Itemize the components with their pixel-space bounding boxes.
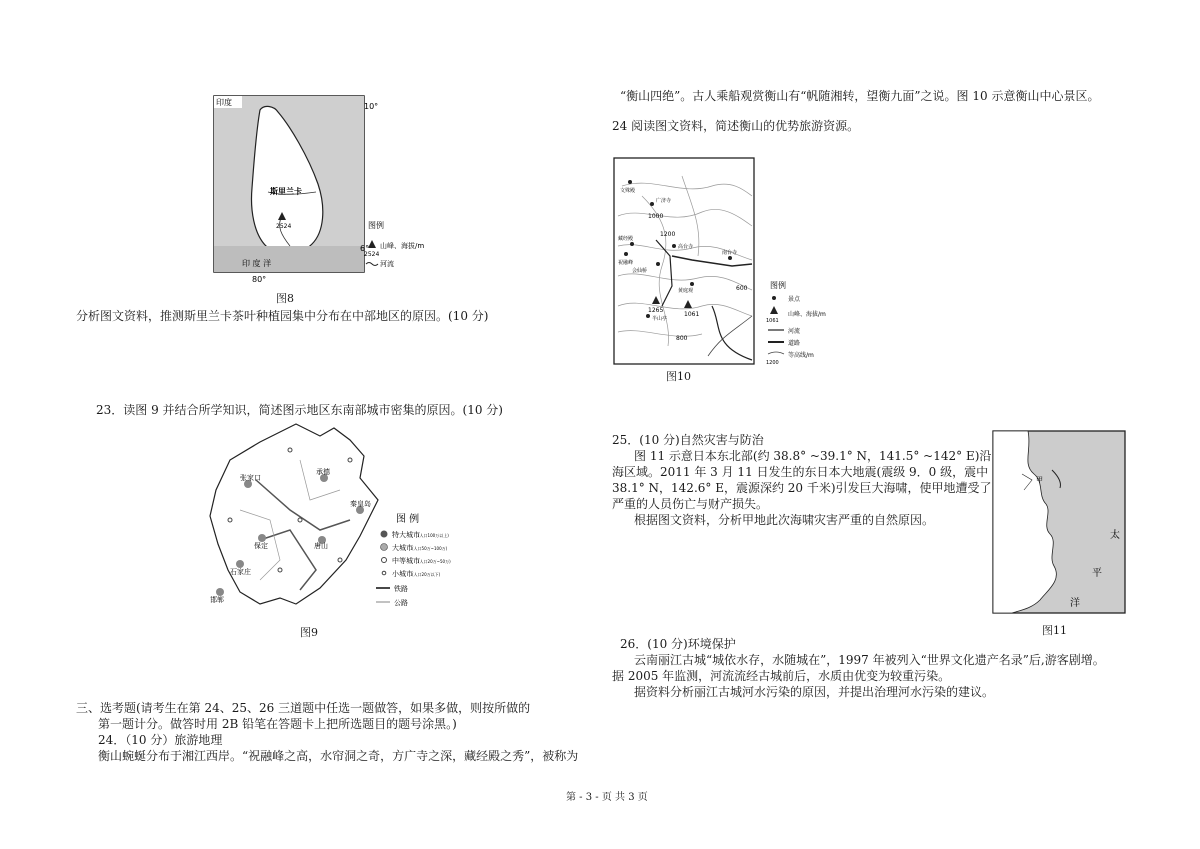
svg-text:铁路: 铁路 (394, 585, 408, 593)
question-26-line: 据 2005 年监测，河流流经古城前后，水质由优变为较重污染。 (612, 669, 951, 683)
svg-text:等高线/m: 等高线/m (788, 352, 814, 359)
svg-text:道路: 道路 (788, 340, 801, 347)
fig11-caption: 图11 (1042, 624, 1067, 637)
fig8-caption: 图8 (276, 292, 294, 305)
sri-lanka-map (212, 96, 425, 292)
svg-text:1061: 1061 (766, 318, 779, 324)
peak-label: 1265 (648, 307, 664, 314)
question-24-text: 衡山蜿蜒分布于湘江西岸。“祝融峰之高，水帘洞之奇，方广寺之深，藏经殿之秀”，被称为 (98, 749, 579, 763)
lat-10-label: 10° (364, 102, 379, 111)
city-label: 石家庄 (230, 568, 251, 576)
figure-10 (612, 156, 826, 368)
city-marker (216, 588, 224, 596)
ocean-label: 太 (1110, 530, 1120, 541)
figure-11 (992, 430, 1126, 616)
legend-mega-icon (381, 531, 388, 538)
ocean-label: 平 (1092, 568, 1102, 579)
svg-text:(人口20万~50万): (人口20万~50万) (418, 559, 451, 564)
contour-label: 800 (676, 335, 688, 342)
question-25-line: 根据图文资料，分析甲地此次海啸灾害严重的自然原因。 (634, 513, 935, 527)
section-3-line-2: 第一题计分。做答时用 2B 铅笔在答题卡上把所选题目的题号涂黑。) (98, 717, 457, 731)
legend-peak-value: 2524 (364, 251, 380, 258)
place-label: 广济寺 (656, 198, 672, 204)
svg-text:(人口20万以下): (人口20万以下) (412, 572, 441, 577)
question-25-line: 图 11 示意日本东北部(约 38.8° ~39.1° N，141.5° ~142° E)沿 (634, 449, 992, 463)
city-label: 唐山 (314, 542, 328, 550)
place-label: 藏经殿 (618, 236, 634, 242)
svg-text:小城市: 小城市 (392, 570, 413, 578)
legend-title: 图例 (368, 221, 384, 230)
question-25-line: 严重的人员伤亡与财产损失。 (612, 497, 769, 511)
label-jia: 甲 (1036, 476, 1043, 484)
svg-text:大城市: 大城市 (392, 544, 413, 552)
city-marker (258, 534, 266, 542)
peak-label: 2524 (276, 223, 292, 230)
svg-text:景点: 景点 (788, 296, 801, 303)
place-label: 文殊殿 (620, 188, 636, 194)
legend-medium-icon (382, 558, 387, 563)
svg-text:山峰、海拔/m: 山峰、海拔/m (788, 311, 826, 318)
question-25-title: 25．(10 分)自然灾害与防治 (612, 433, 764, 447)
svg-text:中等城市: 中等城市 (392, 557, 420, 565)
legend-large-icon (381, 544, 388, 551)
question-25-line: 38.1° N，142.6° E，震源深约 20 千米)引发巨大海啸，使甲地遭受了 (612, 481, 992, 495)
legend-title: 图例 (770, 281, 786, 290)
legend-river-label: 河流 (380, 260, 394, 268)
contour-label: 600 (736, 285, 748, 292)
question-25-line: 海区域。2011 年 3 月 11 日发生的东日本大地震(震级 9．0 级，震中 (612, 465, 989, 479)
city-marker (236, 560, 244, 568)
svg-text:(人口100万以上): (人口100万以上) (418, 533, 449, 538)
svg-text:特大城市: 特大城市 (392, 531, 420, 539)
peak-legend-icon (770, 306, 778, 314)
peak-legend-icon (368, 240, 376, 248)
ocean-label: 印 度 洋 (242, 259, 272, 268)
section-3-line-1: 三、选考题(请考生在第 24、25、26 三道题中任选一题做答，如果多做，则按所做的 (76, 701, 531, 715)
country-label: 斯里兰卡 (270, 187, 302, 196)
lat-6-label: 6° (360, 244, 370, 253)
contour-label: 1000 (648, 213, 664, 220)
peak-label: 1061 (684, 311, 700, 318)
svg-text:河流: 河流 (788, 328, 801, 335)
question-24-continued: “衡山四绝”。古人乘船观赏衡山有“帆随湘转，望衡九面”之说。图 10 示意衡山中心景区。 (620, 89, 1100, 103)
svg-text:1200: 1200 (766, 360, 779, 366)
figure-8 (212, 96, 425, 292)
hengshan-map (612, 156, 826, 368)
city-label: 承德 (316, 468, 330, 476)
hebei-map (200, 420, 480, 620)
place-label: 南台寺 (722, 250, 738, 256)
contour-label: 1200 (660, 231, 676, 238)
place-label: 半山亭 (652, 316, 668, 322)
city-label: 邯郸 (210, 596, 224, 604)
svg-text:(人口50万~100万): (人口50万~100万) (412, 546, 448, 551)
city-label: 保定 (254, 542, 268, 550)
japan-coast-map (992, 430, 1126, 616)
lon-80-label: 80° (252, 275, 267, 284)
fig10-caption: 图10 (666, 370, 691, 383)
legend-title: 图 例 (396, 514, 420, 525)
page-footer: 第 - 3 - 页 共 3 页 (566, 792, 648, 803)
place-label: 高台寺 (678, 244, 694, 250)
question-23: 23．读图 9 并结合所学知识，简述图示地区东南部城市密集的原因。(10 分) (96, 403, 503, 417)
question-26-line: 云南丽江古城“城依水存，水随城在”，1997 年被列入“世界文化遗产名录”后,游客剧增。 (634, 653, 1105, 667)
question-26-title: 26．(10 分)环境保护 (620, 637, 736, 651)
figure-9 (200, 420, 480, 620)
city-label: 秦皇岛 (350, 500, 371, 508)
legend-peak-label: 山峰、海拔/m (380, 242, 425, 250)
svg-text:公路: 公路 (394, 599, 408, 607)
legend-small-icon (382, 571, 386, 575)
place-label: 会仙桥 (632, 268, 648, 274)
place-label: 黄庭观 (678, 288, 694, 294)
question-24-ask: 24 阅读图文资料，简述衡山的优势旅游资源。 (612, 119, 860, 133)
ocean-label: 洋 (1070, 598, 1080, 609)
question-22: 分析图文资料，推测斯里兰卡茶叶种植园集中分布在中部地区的原因。(10 分) (76, 309, 489, 323)
question-24-title: 24．（10 分）旅游地理 (98, 733, 223, 747)
india-label: 印度 (216, 98, 232, 107)
place-label: 祝融峰 (618, 260, 634, 266)
fig9-caption: 图9 (300, 626, 318, 639)
city-label: 张家口 (240, 474, 261, 482)
question-26-line: 据资料分析丽江古城河水污染的原因，并提出治理河水污染的建议。 (634, 685, 995, 699)
